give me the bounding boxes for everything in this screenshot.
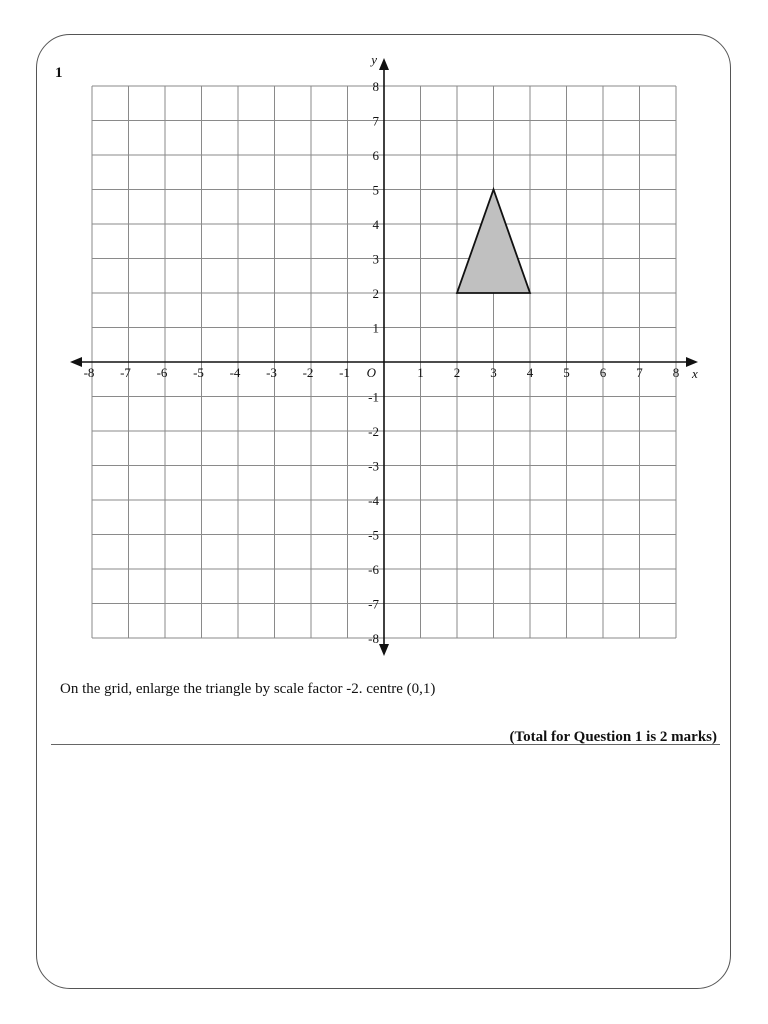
y-axis-label: y	[371, 52, 377, 67]
y-tick-label: 3	[372, 251, 379, 267]
x-tick-label: 5	[563, 365, 570, 380]
x-tick-label: -7	[120, 365, 131, 380]
y-tick-label: 7	[372, 113, 379, 129]
question-number: 1	[55, 65, 63, 81]
x-axis-label: x	[692, 366, 698, 381]
x-tick-label: -5	[193, 365, 204, 380]
x-tick-label: -3	[266, 365, 277, 380]
shapes	[457, 190, 530, 294]
x-tick-label: -1	[339, 365, 350, 380]
y-tick-label: -6	[368, 562, 379, 577]
y-tick-label: 8	[372, 79, 379, 94]
y-tick-label: -1	[368, 389, 379, 405]
origin-label: O	[366, 365, 376, 380]
x-tick-label: -6	[156, 365, 168, 380]
y-axis-arrow-up	[379, 58, 389, 70]
x-tick-label: 8	[672, 365, 680, 380]
axis-labels	[84, 52, 698, 646]
x-tick-label: -8	[83, 365, 95, 380]
x-tick-label: -2	[302, 365, 314, 380]
y-tick-label: 2	[372, 286, 379, 301]
x-axis-arrow-left	[70, 357, 82, 367]
y-tick-label: -3	[368, 458, 379, 474]
axes	[70, 58, 698, 656]
y-tick-label: 5	[372, 182, 379, 198]
x-tick-label: 2	[453, 365, 461, 380]
x-tick-label: 4	[526, 365, 534, 380]
instruction-text: On the grid, enlarge the triangle by scale factor -2. centre (0,1)	[60, 681, 436, 697]
x-tick-label: 6	[599, 365, 607, 380]
total-marks: (Total for Question 1 is 2 marks)	[509, 729, 717, 745]
y-tick-label: -4	[368, 493, 379, 508]
y-axis-arrow-down	[379, 644, 389, 656]
y-tick-label: -2	[368, 424, 379, 439]
y-tick-label: -7	[368, 596, 379, 612]
x-tick-label: 1	[417, 365, 424, 380]
y-tick-label: 6	[372, 148, 379, 163]
y-tick-label: -5	[368, 527, 379, 543]
x-tick-label: 3	[490, 365, 497, 380]
x-tick-label: 7	[636, 365, 643, 380]
y-tick-label: 4	[372, 217, 379, 232]
triangle	[457, 190, 530, 294]
divider	[51, 744, 720, 745]
x-tick-label: -4	[229, 365, 241, 380]
y-tick-label: -8	[368, 631, 379, 646]
y-tick-label: 1	[372, 320, 379, 336]
